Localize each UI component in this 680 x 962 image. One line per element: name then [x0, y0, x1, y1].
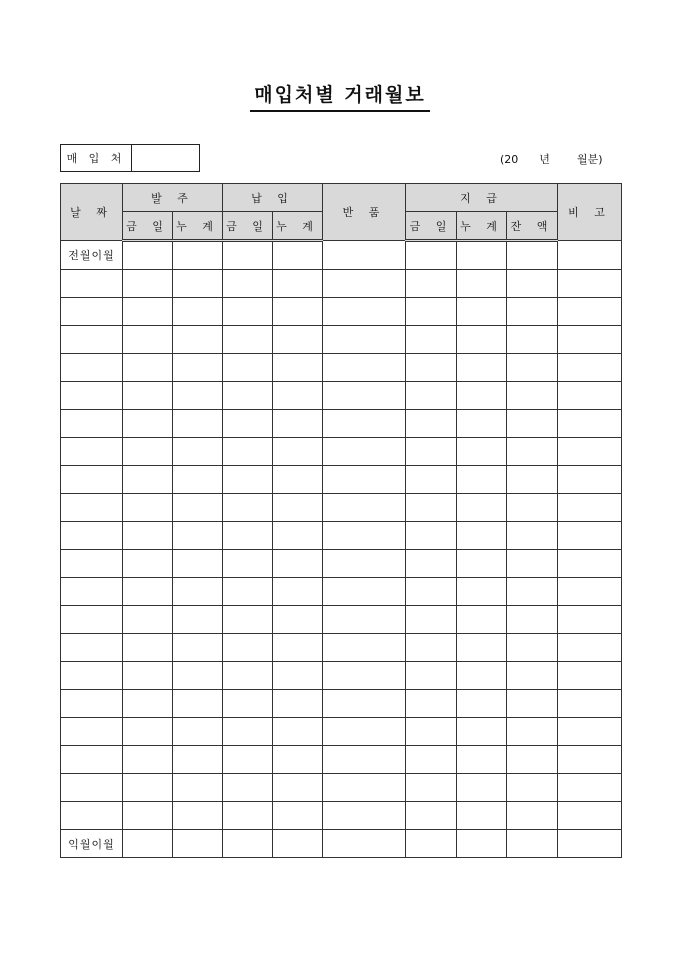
table-cell[interactable] [457, 494, 507, 522]
table-cell[interactable] [273, 298, 323, 326]
table-cell[interactable] [507, 438, 558, 466]
table-cell[interactable] [173, 774, 223, 802]
table-cell[interactable] [507, 746, 558, 774]
table-cell[interactable] [61, 718, 123, 746]
table-cell[interactable] [457, 410, 507, 438]
table-row-carried-forward [61, 241, 622, 270]
table-cell[interactable] [558, 662, 622, 690]
table-cell[interactable] [558, 326, 622, 354]
table-cell[interactable] [457, 606, 507, 634]
table-cell[interactable] [323, 830, 406, 858]
table-cell[interactable] [273, 802, 323, 830]
table-cell[interactable] [406, 662, 457, 690]
table-cell[interactable] [457, 830, 507, 858]
table-cell[interactable] [173, 298, 223, 326]
table-cell[interactable] [173, 606, 223, 634]
table-cell[interactable] [273, 326, 323, 354]
table-cell[interactable] [507, 494, 558, 522]
table-cell[interactable] [507, 354, 558, 382]
table-cell[interactable] [457, 270, 507, 298]
table-row [61, 270, 622, 298]
table-cell[interactable] [457, 774, 507, 802]
table-cell[interactable] [273, 550, 323, 578]
table-cell[interactable] [323, 690, 406, 718]
table-cell[interactable] [558, 438, 622, 466]
table-cell[interactable] [61, 466, 123, 494]
table-cell[interactable] [457, 354, 507, 382]
table-cell[interactable] [123, 241, 173, 270]
table-cell[interactable] [558, 718, 622, 746]
header-remarks: 비 고 [558, 184, 622, 241]
table-cell[interactable] [323, 466, 406, 494]
table-cell[interactable] [123, 410, 173, 438]
table-cell[interactable] [223, 382, 273, 410]
header-delivery-cumulative: 누 계 [273, 212, 323, 241]
table-cell[interactable] [323, 270, 406, 298]
table-cell[interactable] [223, 354, 273, 382]
table-cell[interactable] [273, 241, 323, 270]
table-cell[interactable] [558, 746, 622, 774]
table-cell[interactable] [323, 494, 406, 522]
table-cell[interactable] [457, 522, 507, 550]
table-cell[interactable] [507, 774, 558, 802]
table-cell[interactable] [123, 718, 173, 746]
table-cell[interactable] [507, 830, 558, 858]
table-cell[interactable] [507, 382, 558, 410]
table-cell[interactable] [507, 466, 558, 494]
table-cell[interactable] [273, 270, 323, 298]
table-cell[interactable] [223, 634, 273, 662]
table-cell[interactable] [558, 354, 622, 382]
table-cell[interactable] [273, 438, 323, 466]
table-cell[interactable] [61, 522, 123, 550]
table-cell[interactable] [273, 606, 323, 634]
table-cell[interactable] [323, 298, 406, 326]
table-cell[interactable] [406, 522, 457, 550]
table-cell[interactable] [558, 690, 622, 718]
table-cell[interactable] [323, 578, 406, 606]
table-cell[interactable] [323, 802, 406, 830]
table-cell[interactable] [223, 606, 273, 634]
table-cell[interactable] [223, 550, 273, 578]
table-row [61, 326, 622, 354]
table-cell[interactable] [273, 578, 323, 606]
table-cell[interactable] [61, 606, 123, 634]
header-payment-cumulative: 누 계 [457, 212, 507, 241]
period-year-unit: 년 [539, 153, 550, 166]
table-row [61, 494, 622, 522]
table-cell[interactable] [507, 410, 558, 438]
table-cell[interactable] [457, 802, 507, 830]
table-cell[interactable] [507, 606, 558, 634]
table-cell[interactable] [406, 774, 457, 802]
table-cell[interactable] [406, 578, 457, 606]
header-payment: 지 급 [406, 184, 558, 212]
table-cell[interactable] [223, 718, 273, 746]
table-cell[interactable] [507, 662, 558, 690]
table-cell[interactable] [323, 662, 406, 690]
table-cell[interactable] [123, 270, 173, 298]
table-cell[interactable] [323, 326, 406, 354]
table-cell[interactable] [323, 382, 406, 410]
header-order-today: 금 일 [123, 212, 173, 241]
table-cell[interactable] [61, 298, 123, 326]
table-cell[interactable] [273, 746, 323, 774]
table-cell[interactable] [323, 746, 406, 774]
table-cell[interactable] [123, 298, 173, 326]
table-cell[interactable] [61, 326, 123, 354]
table-cell[interactable] [123, 802, 173, 830]
table-cell[interactable] [61, 802, 123, 830]
table-cell[interactable] [558, 634, 622, 662]
table-cell[interactable] [406, 606, 457, 634]
table-cell[interactable] [406, 326, 457, 354]
table-cell[interactable] [457, 550, 507, 578]
table-cell[interactable] [507, 241, 558, 270]
table-cell[interactable] [558, 466, 622, 494]
table-cell[interactable] [406, 438, 457, 466]
table-cell[interactable] [558, 382, 622, 410]
table-cell[interactable] [173, 634, 223, 662]
table-row [61, 662, 622, 690]
table-cell[interactable] [123, 746, 173, 774]
table-row [61, 690, 622, 718]
table-cell[interactable] [123, 522, 173, 550]
report-period [500, 151, 622, 167]
table-cell[interactable] [173, 241, 223, 270]
table-row-carry-over [61, 830, 622, 858]
table-cell[interactable] [558, 522, 622, 550]
table-cell[interactable] [507, 270, 558, 298]
table-cell[interactable] [123, 438, 173, 466]
table-cell[interactable] [273, 522, 323, 550]
table-row [61, 718, 622, 746]
table-cell[interactable] [457, 718, 507, 746]
table-cell[interactable] [457, 326, 507, 354]
table-cell[interactable] [558, 494, 622, 522]
table-row [61, 634, 622, 662]
table-cell[interactable] [61, 354, 123, 382]
table-cell[interactable] [173, 578, 223, 606]
table-cell[interactable] [323, 438, 406, 466]
table-cell[interactable] [457, 690, 507, 718]
table-cell[interactable] [323, 718, 406, 746]
header-payment-balance: 잔 액 [507, 212, 558, 241]
table-row [61, 550, 622, 578]
table-cell[interactable] [223, 746, 273, 774]
table-row [61, 466, 622, 494]
table-cell[interactable] [273, 718, 323, 746]
table-cell[interactable] [173, 746, 223, 774]
table-cell[interactable] [406, 830, 457, 858]
table-cell[interactable] [223, 830, 273, 858]
table-cell[interactable] [323, 550, 406, 578]
table-cell[interactable] [61, 438, 123, 466]
table-cell[interactable] [223, 774, 273, 802]
table-cell[interactable] [61, 494, 123, 522]
vendor-box [60, 144, 200, 172]
header-date: 날 짜 [61, 184, 123, 241]
table-cell[interactable] [457, 746, 507, 774]
table-cell[interactable] [223, 802, 273, 830]
table-cell[interactable] [558, 270, 622, 298]
table-cell[interactable] [173, 466, 223, 494]
table-cell[interactable] [323, 606, 406, 634]
table-cell[interactable] [173, 802, 223, 830]
table-row [61, 298, 622, 326]
ledger-body [61, 241, 622, 858]
table-cell[interactable] [507, 550, 558, 578]
table-cell[interactable] [323, 774, 406, 802]
table-cell[interactable] [173, 662, 223, 690]
table-cell[interactable] [323, 241, 406, 270]
table-cell[interactable] [406, 690, 457, 718]
table-cell[interactable] [323, 522, 406, 550]
table-cell[interactable] [223, 494, 273, 522]
table-cell[interactable] [406, 718, 457, 746]
period-month-suffix: 월분) [576, 153, 603, 166]
table-cell[interactable] [123, 578, 173, 606]
table-cell[interactable] [273, 774, 323, 802]
table-row [61, 382, 622, 410]
table-cell[interactable] [507, 522, 558, 550]
table-cell[interactable] [457, 634, 507, 662]
table-cell[interactable] [323, 354, 406, 382]
table-cell[interactable] [173, 382, 223, 410]
table-cell[interactable] [173, 522, 223, 550]
row-label-carry-over: 익월이월 [61, 830, 123, 858]
table-cell[interactable] [173, 438, 223, 466]
table-cell[interactable] [61, 382, 123, 410]
table-cell[interactable] [223, 326, 273, 354]
header-returns: 반 품 [323, 184, 406, 241]
table-cell[interactable] [558, 578, 622, 606]
table-cell[interactable] [406, 550, 457, 578]
table-cell[interactable] [457, 466, 507, 494]
table-cell[interactable] [507, 690, 558, 718]
table-cell[interactable] [123, 466, 173, 494]
table-cell[interactable] [173, 830, 223, 858]
table-cell[interactable] [457, 298, 507, 326]
table-cell[interactable] [223, 241, 273, 270]
table-cell[interactable] [223, 522, 273, 550]
table-cell[interactable] [123, 774, 173, 802]
table-cell[interactable] [61, 662, 123, 690]
header-payment-today: 금 일 [406, 212, 457, 241]
table-cell[interactable] [406, 298, 457, 326]
table-cell[interactable] [61, 690, 123, 718]
header-delivery-today: 금 일 [223, 212, 273, 241]
table-cell[interactable] [61, 270, 123, 298]
table-cell[interactable] [406, 634, 457, 662]
table-cell[interactable] [173, 354, 223, 382]
table-cell[interactable] [558, 830, 622, 858]
table-cell[interactable] [273, 662, 323, 690]
table-row [61, 802, 622, 830]
table-cell[interactable] [457, 662, 507, 690]
table-cell[interactable] [406, 802, 457, 830]
row-label-carried-forward: 전월이월 [61, 241, 123, 270]
vendor-input-field[interactable] [132, 145, 199, 171]
table-cell[interactable] [507, 718, 558, 746]
ledger-table [60, 183, 622, 858]
table-cell[interactable] [273, 494, 323, 522]
table-cell[interactable] [406, 410, 457, 438]
table-row [61, 438, 622, 466]
table-cell[interactable] [507, 634, 558, 662]
table-cell[interactable] [223, 298, 273, 326]
table-cell[interactable] [406, 241, 457, 270]
table-cell[interactable] [223, 662, 273, 690]
table-row [61, 746, 622, 774]
table-cell[interactable] [406, 382, 457, 410]
table-cell[interactable] [273, 466, 323, 494]
table-row [61, 606, 622, 634]
table-cell[interactable] [123, 606, 173, 634]
table-cell[interactable] [558, 802, 622, 830]
table-row [61, 774, 622, 802]
table-cell[interactable] [173, 550, 223, 578]
table-cell[interactable] [123, 662, 173, 690]
table-cell[interactable] [173, 270, 223, 298]
table-cell[interactable] [173, 494, 223, 522]
table-cell[interactable] [273, 410, 323, 438]
table-cell[interactable] [558, 298, 622, 326]
table-cell[interactable] [223, 438, 273, 466]
vendor-label: 매 입 처 [61, 145, 132, 171]
table-cell[interactable] [173, 410, 223, 438]
table-cell[interactable] [558, 241, 622, 270]
table-cell[interactable] [323, 634, 406, 662]
header-delivery: 납 입 [223, 184, 323, 212]
table-cell[interactable] [406, 466, 457, 494]
header-order: 발 주 [123, 184, 223, 212]
table-row [61, 522, 622, 550]
table-cell[interactable] [123, 690, 173, 718]
table-cell[interactable] [507, 298, 558, 326]
table-row [61, 410, 622, 438]
table-cell[interactable] [223, 690, 273, 718]
table-cell[interactable] [507, 326, 558, 354]
header-order-cumulative: 누 계 [173, 212, 223, 241]
table-cell[interactable] [558, 550, 622, 578]
table-cell[interactable] [273, 354, 323, 382]
table-cell[interactable] [273, 634, 323, 662]
table-cell[interactable] [123, 494, 173, 522]
table-row [61, 578, 622, 606]
table-cell[interactable] [406, 354, 457, 382]
table-cell[interactable] [406, 746, 457, 774]
document-title: 매입처별 거래월보 [250, 80, 429, 112]
table-cell[interactable] [457, 382, 507, 410]
table-cell[interactable] [507, 802, 558, 830]
table-cell[interactable] [173, 718, 223, 746]
table-cell[interactable] [61, 410, 123, 438]
table-cell[interactable] [123, 830, 173, 858]
table-cell[interactable] [223, 466, 273, 494]
table-cell[interactable] [273, 830, 323, 858]
table-cell[interactable] [558, 410, 622, 438]
table-cell[interactable] [61, 550, 123, 578]
table-cell[interactable] [223, 410, 273, 438]
table-cell[interactable] [173, 326, 223, 354]
table-cell[interactable] [123, 550, 173, 578]
table-cell[interactable] [406, 494, 457, 522]
table-cell[interactable] [273, 690, 323, 718]
table-cell[interactable] [457, 241, 507, 270]
table-cell[interactable] [558, 606, 622, 634]
table-cell[interactable] [123, 354, 173, 382]
table-cell[interactable] [323, 410, 406, 438]
period-year-prefix: (20 [500, 153, 519, 166]
table-cell[interactable] [123, 634, 173, 662]
table-cell[interactable] [61, 634, 123, 662]
table-cell[interactable] [61, 746, 123, 774]
table-cell[interactable] [223, 578, 273, 606]
table-cell[interactable] [61, 774, 123, 802]
table-cell[interactable] [123, 326, 173, 354]
table-cell[interactable] [558, 774, 622, 802]
table-cell[interactable] [61, 578, 123, 606]
table-cell[interactable] [457, 438, 507, 466]
table-cell[interactable] [457, 578, 507, 606]
table-cell[interactable] [406, 270, 457, 298]
table-cell[interactable] [507, 578, 558, 606]
table-row [61, 354, 622, 382]
table-cell[interactable] [173, 690, 223, 718]
table-cell[interactable] [123, 382, 173, 410]
table-cell[interactable] [273, 382, 323, 410]
table-cell[interactable] [223, 270, 273, 298]
